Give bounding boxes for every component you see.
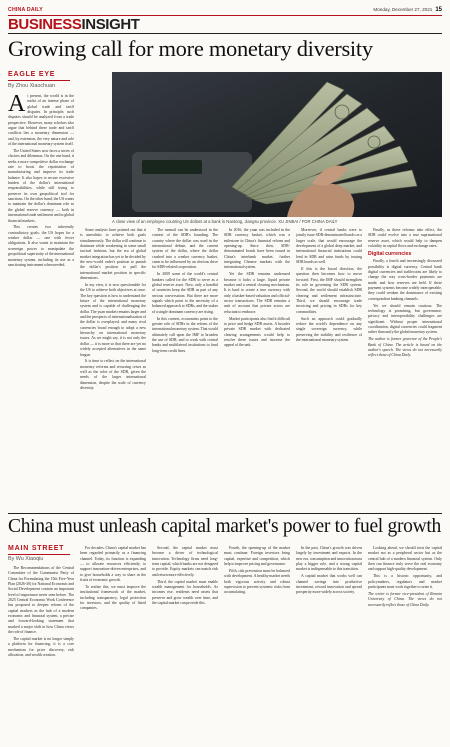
article1-column-2 — [80, 228, 146, 510]
article2-col1-p1: The Recommendations of the Central Committee of the Communist Party of China for Formulating the 15th Five-Year Plan (2026-30) for National Economic and Social Development contain an important level of importance never seen before. The 2025 Central Economic Work Conference has proposed to deepen reform of the capital markets as the hub of a modern economic and financial system, a precise and forward-looking statement that marked a major shift in how China views the role of finance. — [8, 566, 74, 635]
article1-col5-p3: Such an approach could gradually reduce the world's dependence on any single sovereign currency, while preserving the stability and resilience of the international monetary system. — [296, 316, 362, 343]
article1-col6-p3: Yet we should remain cautious. The technology is promising, but governance, privacy and interoperability challenges are significant. Without proper international coordination, digital currencies could fragment rather than unify the global monetary system. — [368, 303, 442, 335]
article1-column-4 — [224, 228, 290, 510]
article1-dropcap: A — [8, 94, 26, 117]
article1-headline: Growing call for more monetary diversity — [8, 36, 373, 61]
masthead-logo: CHINA DAILY — [8, 6, 43, 13]
article2-headline: China must unleash capital market's power to fuel growth — [8, 516, 441, 537]
article2-col1-p2: The capital market is no longer simply a platform for financing; it is a core mechanism for price discovery, risk allocation, and wealth creation. — [8, 637, 74, 658]
article1-column-3 — [152, 228, 218, 510]
masthead-bar — [8, 5, 442, 14]
article1-column-1 — [8, 94, 74, 510]
article1-column-5 — [296, 228, 362, 510]
article1-photo-caption: A close view of an employee counting US dollars at a bank in Nantong, Jiangsu province. XU JINBAI / FOR CHINA DAILY — [112, 219, 338, 224]
article2-column-1 — [8, 566, 74, 742]
article2-col6-p2: This is a historic opportunity, and policymakers, regulators and market participants must work together to seize it. — [368, 574, 442, 589]
section-rule — [8, 33, 442, 34]
article1-col4-p1: In 2016, the yuan was included in the SDR currency basket, which was a milestone in China's financial reform and opening-up. Since then, SDR-denominated bonds have been issued in China's interbank market, further integrating Chinese markets with the international system. — [224, 228, 290, 270]
article1-column-rule — [8, 80, 70, 81]
article1-col6-p2: Finally, a fourth and increasingly discussed possibility is digital currency. Central bank digital currencies and stablecoins are likely to change the way cross-border payments are made, and how reserves are held. If these payment systems become widely interoperable, they could weaken the dominance of existing correspondent banking channels. — [368, 259, 442, 301]
article1-col2-p1: Some analysts have pointed out that it is unrealistic to achieve both goals simultaneously. The dollar will continue to dominate while weakening in some small tactical fashions, but the era of global market integration has yet to be decided by the new-world order's position to punish the dollar's position to pull the international market position in specific dimensions. — [80, 228, 146, 281]
article1-col1-p2: The United States now faces a series of choices and dilemmas. On the one hand, it seeks a more competitive dollar exchange rate to boost the repatriation of manufacturing and improve its trade balance. It also hopes to secure excessive burden of the dollar's international responsibilities, while still trying to preserve its own geopolitical tool for sanctions. On the other hand, the US wants to maintain the dollar's dominant role as the global reserve currency — both in international trade settlement and in global financial markets. — [8, 149, 74, 223]
banknote-counting-photo — [112, 72, 442, 217]
article2-col4-p2: Fifth, risk prevention must be balanced with development. A healthy market needs both vigorous activity and robust supervision to prevent systemic risks from accumulating. — [224, 568, 290, 595]
section-title-part2: INSIGHT — [81, 15, 140, 33]
article2-col6-p1: Looking ahead, we should treat the capital market not as a peripheral sector but as the central hub of a modern financial system. Only then can finance truly serve the real economy and support high-quality development. — [368, 546, 442, 572]
article1-author-note: The author is former governor of the People's Bank of China. The article is based on the author's speech. The views do not necessarily reflect those of China Daily. — [368, 337, 442, 358]
article2-author-note: The writer is former vice-president of Renmin University of China. The views do not necessarily reflect those of China Daily. — [368, 591, 442, 607]
article2-col2-p1: For decades, China's capital market has been regarded primarily as a financing channel. Today, its function is expanding — to allocate resources efficiently, to support innovation-driven enterprises, and to give households a way to share in the fruits of economic growth. — [80, 546, 146, 583]
article2-col4-p1: Fourth, the opening-up of the market must continue. Foreign investors bring capital, expertise and competition, which help to improve pricing and governance. — [224, 546, 290, 567]
article-divider — [8, 513, 442, 514]
article1-col6-p1: Finally, as these reforms take effect, the SDR could evolve into a true supranational reserve asset, which would help to dampen volatility in capital flows and exchange rates. — [368, 228, 442, 249]
article2-column-4 — [224, 546, 290, 742]
article1-column-6 — [368, 228, 442, 510]
masthead-date: Monday, December 27, 2021 — [373, 7, 433, 12]
article1-col3-p2: In 2009 some of the world's central bankers called for the SDR to serve as a global reserve asset. Now, only a handful of countries keep the SDR as part of any serious conversation. But there are more signals which point to the necessity of a balanced approach to SDRs, and the stakes of a single dominant currency are rising. — [152, 272, 218, 314]
article1-col3-p3: In this context, economists point to the greater role of SDRs in the reform of the international monetary system. That would ultimately call upon the IMF to broaden the use of SDR, and to work with central banks and multilateral institutions to fund long-term credit lines. — [152, 316, 218, 353]
article2-col3-p2: Third, the capital market must enable wealth management for households. As incomes rise, residents need assets that preserve and grow wealth over time, and the capital market can provide this. — [152, 579, 218, 606]
article1-col1-p1: t present, the world is in the midst of an intense phase of global trade and tariff disputes. In principle, such disputes should be analyzed from a trade perspective. However, many scholars also argue that behind these trade and tariff conflicts lies a monetary dimension — and, by extension, the very nature and role of the international monetary system itself. — [8, 94, 74, 147]
article1-byline: By Zhou Xiaochuan — [8, 83, 56, 89]
article1-col5-p2: If this is the broad direction, the question then becomes how to move forward. First, the IMF should strengthen its role in governing the SDR system. Second, the world should establish SDR clearing and settlement infrastructure. Third, we should encourage trade invoicing and pricing in SDRs for key commodities. — [296, 267, 362, 314]
article2-column-6 — [368, 546, 442, 742]
article1-col2-p3: It is time to reflect on the international monetary reforms and recurring crises as well as the roles of the SDR, given the needs of the larger international dimension, despite the scale of currency diversity. — [80, 359, 146, 391]
page-number: 15 — [435, 6, 442, 13]
article1-col3-p1: The turmoil can be understood in the context of the SDR's founding. The country where the dollar was used in the international debate, and the current system of the dollar, where the dollar crashed into a weaker currency basket, came to be influenced by an obvious drive for SDR-related cooperation. — [152, 228, 218, 270]
article1-col4-p3: Market participants also find it difficult to price and hedge SDR assets. A broader private SDR market with dedicated clearing arrangements would help to resolve these issues and increase the appeal of the unit. — [224, 316, 290, 348]
article2-col3-p1: Second, the capital market must become a driver of technological innovation. Technology firms need long-term capital, which banks are not designed to provide. Equity markets can match risk and return more effectively. — [152, 546, 218, 577]
article1-col1-p3: This creates two inherently contradictory goals: the US hopes for a weaker dollar — one with fewer obligations. It also wants to maintain the sovereign power to manipulate the geopolitical superiority of the international monetary system, including its use as a sanctioning instrument when needed. — [8, 225, 74, 267]
article1-column-name: EAGLE EYE — [8, 71, 56, 78]
masthead-right — [373, 7, 442, 13]
article1-photo — [112, 72, 442, 217]
article2-column-3 — [152, 546, 218, 742]
article2-column-2 — [80, 546, 146, 742]
article2-column-rule — [8, 554, 70, 555]
article1-col5-p1: Moreover, if central banks were to jointly issue SDR-denominated bonds on a larger scale, that would encourage the development of a global deep market, and international financial institutions could lend in SDR and raise funds by issuing SDR bonds as well. — [296, 228, 362, 265]
article2-byline: By Wu Xiaoqiu — [8, 556, 44, 562]
article1-col2-p2: In my view, it is now questionable for the US to achieve both objectives at once. The key question is how to understand the future of the international monetary system and is capable of challenging the dollar. The yuan market remains larger and and the prospects of internationalization of the dollar is overplayed, and many rival currencies broad enough to adopt a new hierarchy on international monetary issues. As we might say, it is not only the dollar — it is more so that there are yet no widely accepted alternatives in the same league. — [80, 283, 146, 357]
section-title — [8, 17, 140, 31]
article1-col4-p2: Yet the SDR remains underused because it lacks a large, liquid private market and a central clearing mechanism. It is hard to create a true currency with only a basket-based valuation and official-sector transactions. The SDR remains a unit of account that private actors are reluctant to embrace. — [224, 272, 290, 314]
article2-col5-p2: A capital market that works well can channel savings into productive investment, reward innovation and spread prosperity more widely across society. — [296, 574, 362, 595]
article2-column-5 — [296, 546, 362, 742]
article2-col2-p2: To realize this, we must improve the institutional framework of the market, including transparency, legal protection for investors, and the quality of listed companies. — [80, 585, 146, 611]
article2-column-name: MAIN STREET — [8, 545, 65, 552]
article1-subhead: Digital currencies — [368, 251, 412, 258]
section-title-part1: BUSINESS — [8, 15, 82, 33]
article2-col5-p1: In the past, China's growth was driven largely by investment and exports. In the new era, consumption and innovation must play a bigger role, and a strong capital market is indispensable to this transition. — [296, 546, 362, 572]
